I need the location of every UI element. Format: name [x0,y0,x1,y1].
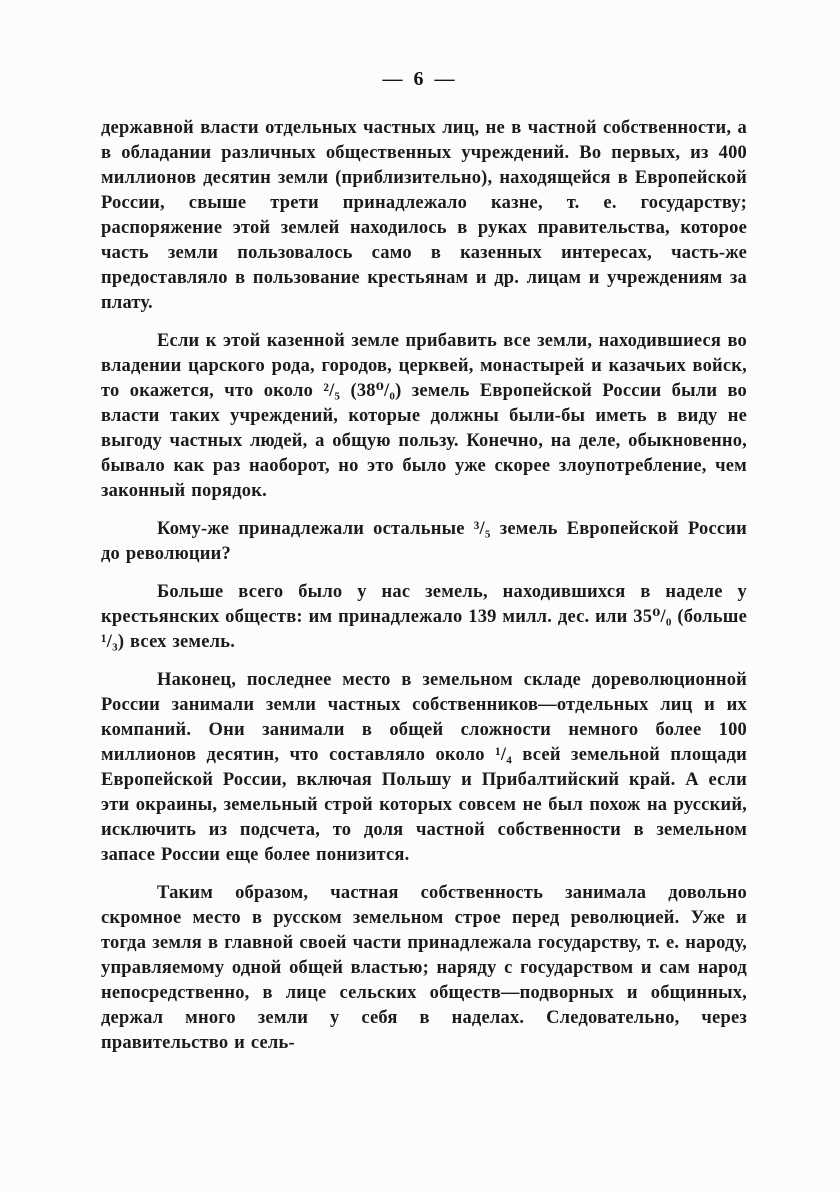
page-number: — 6 — [382,68,458,90]
paragraph-private-lands: Наконец, последнее место в земельном складе дореволюционной России занимали земли частных собственников—отдельных лиц и их компаний. Они занимали в общей сложности немного более 100 миллионов десятин, что составляло около ¹/₄ всей земельной площади Европейской России, включая Польшу и Прибалтийский край. А если эти окраины, земельный строй которых совсем не был похож на русский, исключить из подсчета, то доля частной собственности в земельном запасе России еще более понизится. [101,670,747,865]
paragraph-question: Кому-же принадлежали остальные ³/₅ земель Европейской России до революции? [101,519,747,564]
paragraph-continuation: державной власти отдельных частных лиц, не в частной собственности, а в обладании различных общественных учреждений. Во первых, из 400 миллионов десятин земли (приблизительно), находящейся в Европейской России, свыше трети принадлежало казне, т. е. государству; распоряжение этой землей находилось в руках правительства, которое часть земли пользовалось само в казенных интересах, часть-же предоставляло в пользование крестьянам и др. лицам и учреждениям за плату. [101,118,747,313]
paragraph-peasant-lands: Больше всего было у нас земель, находившихся в наделе у крестьянских обществ: им принадлежало 139 милл. дес. или 35⁰/₀ (больше ¹/₃) всех земель. [101,582,747,652]
text-block [101,116,747,1056]
paragraph-conclusion: Таким образом, частная собственность занимала довольно скромное место в русском земельном строе перед революцией. Уже и тогда земля в главной своей части принадлежала государству, т. е. народу, управляемому одной общей властью; наряду с государством и сам народ непосредственно, в лице сельских обществ—подворных и общинных, держал много земли у себя в наделах. Следовательно, через правительство и сель- [101,883,747,1053]
paragraph-state-lands: Если к этой казенной земле прибавить все земли, находившиеся во владении царского рода, городов, церквей, монастырей и казачьих войск, то окажется, что около ²/₅ (38⁰/₀) земель Европейской России были во власти таких учреждений, которые должны были-бы иметь в виду не выгоду частных людей, а общую пользу. Конечно, на деле, обыкновенно, бывало как раз наоборот, но это было уже скорее злоупотребление, чем законный порядок. [101,331,747,501]
